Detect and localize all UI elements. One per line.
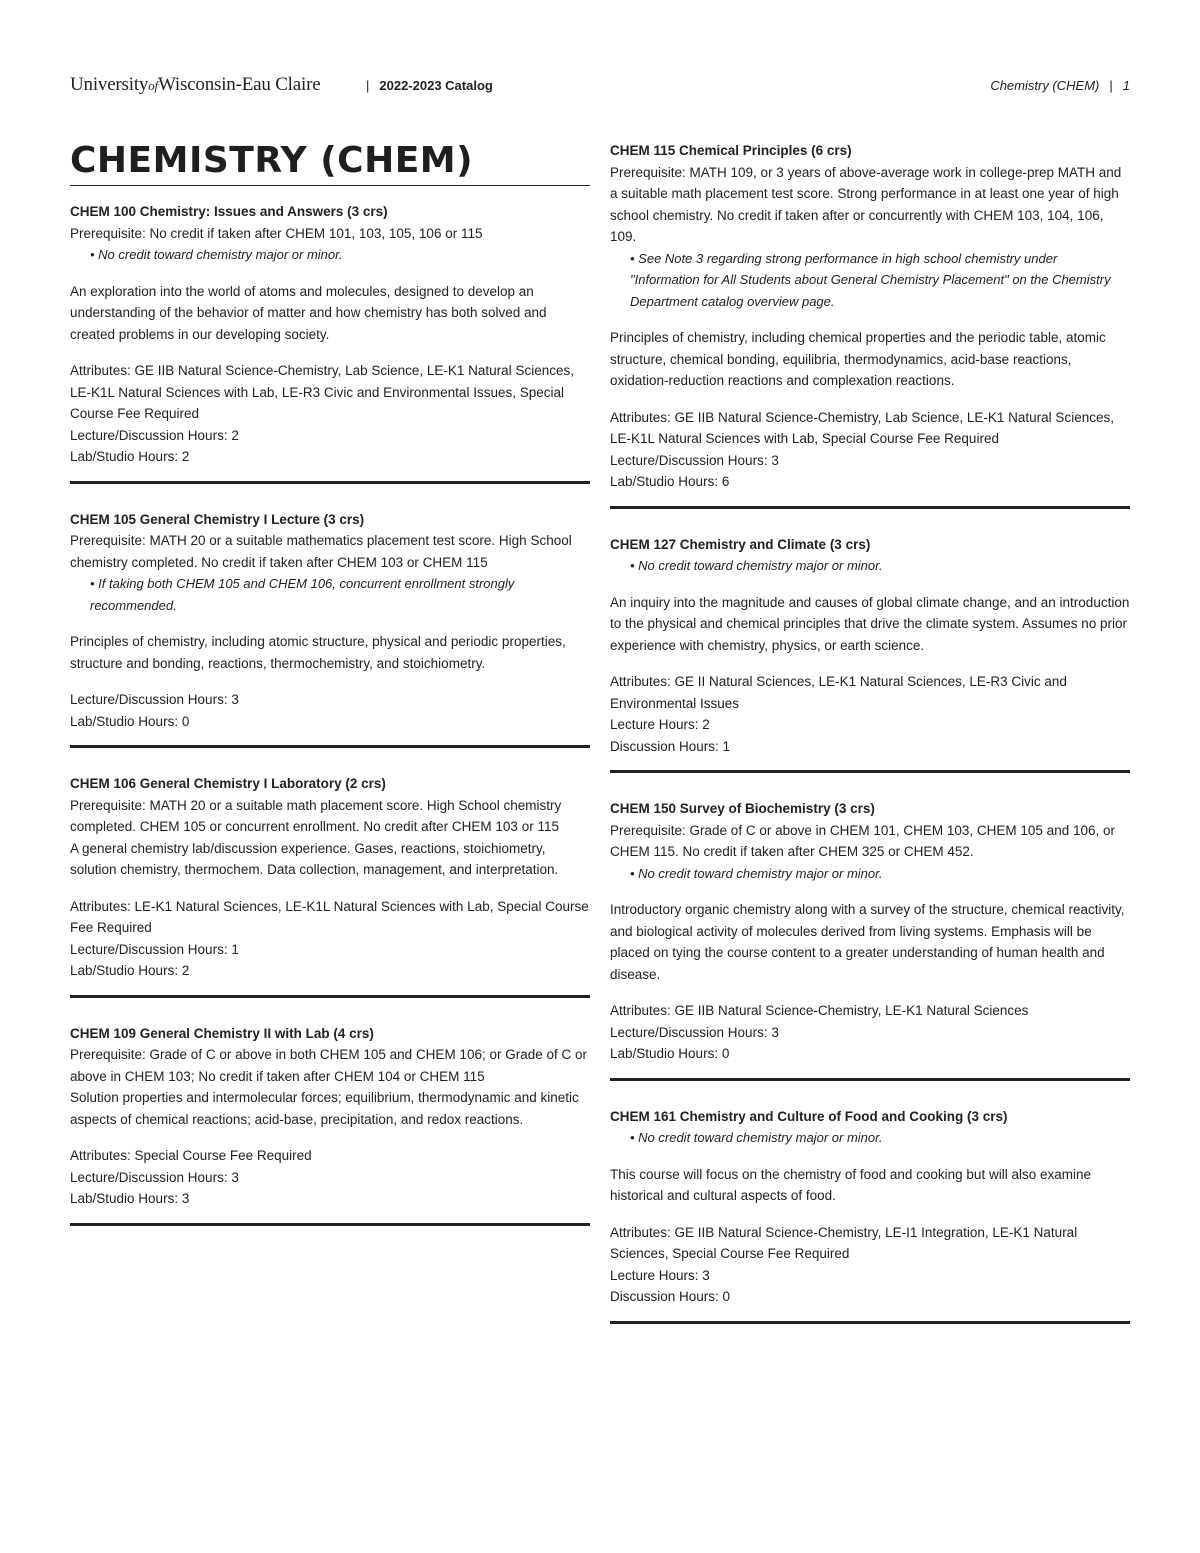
course-hours: Lab/Studio Hours: 2 — [70, 449, 190, 464]
course-note: • No credit toward chemistry major or minor. — [630, 558, 883, 573]
course-hours: Lecture/Discussion Hours: 1 — [70, 941, 239, 957]
course-title: CHEM 127 Chemistry and Climate (3 crs) — [610, 536, 871, 552]
course-hours: Lab/Studio Hours: 3 — [70, 1191, 190, 1206]
course-entry-chem-150 — [610, 798, 1130, 1081]
course-entry-chem-109 — [70, 1023, 590, 1226]
course-note: • No credit toward chemistry major or minor. — [90, 247, 343, 262]
course-prerequisite: Prerequisite: MATH 109, or 3 years of above-average work in college-prep MATH and a suitable math placement test score. Strong performance in at least one year of high school chemistry. No credit if taken after or concurrently with CHEM 103, 104, 106, 109. — [610, 164, 1122, 244]
course-prerequisite: Prerequisite: No credit if taken after CHEM 101, 103, 105, 106 or 115 — [70, 225, 483, 241]
catalog-label: | 2022-2023 Catalog — [366, 78, 493, 93]
course-attributes: Attributes: GE IIB Natural Science-Chemistry, LE-K1 Natural Sciences — [610, 1003, 1029, 1018]
course-description: An inquiry into the magnitude and causes of global climate change, and an introduction to the physical and chemical principles that drive the climate system. Assumes no prior experience with chemistry, physics, or earth science. — [610, 594, 1130, 653]
course-description: This course will focus on the chemistry of food and cooking but will also examine historical and cultural aspects of food. — [610, 1166, 1091, 1203]
course-attributes: Attributes: GE IIB Natural Science-Chemistry, LE-I1 Integration, LE-K1 Natural Sciences, Special Course Fee Required — [610, 1224, 1078, 1261]
right-column — [610, 140, 1130, 1349]
page-header — [70, 74, 1130, 98]
course-hours: Discussion Hours: 0 — [610, 1289, 731, 1304]
course-description: An exploration into the world of atoms and molecules, designed to develop an understanding of the behavior of matter and how chemistry has both solved and created problems in our developing society. — [70, 283, 547, 342]
course-attributes: Attributes: Special Course Fee Required — [70, 1148, 312, 1163]
course-title: CHEM 106 General Chemistry I Laboratory (2 crs) — [70, 776, 386, 791]
course-entry-chem-127 — [610, 534, 1130, 774]
course-title: CHEM 109 General Chemistry II with Lab (4 crs) — [70, 1025, 374, 1041]
course-description: Principles of chemistry, including chemical properties and the periodic table, atomic structure, chemical bonding, equilibria, thermodynamics, acid-base reactions, oxidation-reduction reactions and complexation reactions. — [610, 330, 1106, 388]
course-description: Principles of chemistry, including atomic structure, physical and periodic properties, structure and bonding, reactions, thermochemistry, and stoichiometry. — [70, 634, 566, 671]
course-hours: Lecture/Discussion Hours: 3 — [70, 692, 239, 707]
course-hours: Lab/Studio Hours: 6 — [610, 474, 730, 489]
course-description: Solution properties and intermolecular forces; equilibrium, thermodynamic and kinetic aspects of chemical reactions; acid-base, precipitation, and redox reactions. — [70, 1090, 579, 1127]
running-header: Chemistry (CHEM) | 1 — [990, 78, 1130, 93]
course-title: CHEM 105 General Chemistry I Lecture (3 crs) — [70, 511, 365, 527]
course-hours: Lecture/Discussion Hours: 3 — [610, 452, 779, 468]
course-prerequisite: Prerequisite: MATH 20 or a suitable math placement score. High School chemistry completed. CHEM 105 or concurrent enrollment. No credit after CHEM 103 or 115 — [70, 797, 562, 834]
course-hours: Lab/Studio Hours: 0 — [610, 1046, 730, 1061]
course-hours: Lecture Hours: 2 — [610, 717, 710, 732]
course-title: CHEM 150 Survey of Biochemistry (3 crs) — [610, 801, 875, 816]
course-attributes: Attributes: LE-K1 Natural Sciences, LE-K1L Natural Sciences with Lab, Special Course Fee Required — [70, 898, 589, 935]
course-prerequisite: Prerequisite: MATH 20 or a suitable mathematics placement test score. High School chemistry completed. No credit if taken after CHEM 103 or CHEM 115 — [70, 533, 572, 570]
course-hours: Lab/Studio Hours: 2 — [70, 963, 190, 978]
course-note: • If taking both CHEM 105 and CHEM 106, concurrent enrollment strongly recommended. — [90, 576, 515, 613]
course-hours: Lecture/Discussion Hours: 3 — [70, 1169, 239, 1185]
course-hours: Lab/Studio Hours: 0 — [70, 713, 190, 729]
course-title: CHEM 100 Chemistry: Issues and Answers (3 crs) — [70, 204, 388, 219]
course-prerequisite: Prerequisite: Grade of C or above in CHEM 101, CHEM 103, CHEM 105 and 106, or CHEM 115. No credit if taken after CHEM 325 or CHEM 452. — [610, 822, 1115, 859]
page-title: CHEMISTRY (CHEM) — [70, 140, 590, 186]
course-title: CHEM 161 Chemistry and Culture of Food and Cooking (3 crs) — [610, 1108, 1008, 1124]
left-column — [70, 140, 590, 1251]
course-note: • No credit toward chemistry major or minor. — [630, 1130, 883, 1145]
course-entry-chem-115 — [610, 140, 1130, 509]
course-note: • See Note 3 regarding strong performance in high school chemistry under "Information for All Students about General Chemistry Placement" on the Chemistry Department catalog overview page. — [630, 250, 1111, 309]
course-attributes: Attributes: GE IIB Natural Science-Chemistry, Lab Science, LE-K1 Natural Sciences, LE-K1L Natural Sciences with Lab, Special Course Fee Required — [610, 409, 1114, 446]
course-entry-chem-161 — [610, 1106, 1130, 1324]
course-entry-chem-106 — [70, 773, 590, 998]
course-hours: Lecture/Discussion Hours: 3 — [610, 1024, 779, 1040]
course-entry-chem-100 — [70, 201, 590, 484]
course-entry-chem-105 — [70, 509, 590, 749]
course-description: Introductory organic chemistry along with a survey of the structure, chemical reactivity, and biological activity of molecules derived from living systems. Emphasis will be placed on tying the course content to a greater understanding of human health and disease. — [610, 902, 1125, 982]
course-attributes: Attributes: GE IIB Natural Science-Chemistry, Lab Science, LE-K1 Natural Sciences, LE-K1L Natural Sciences with Lab, LE-R3 Civic and Environmental Issues, Special Course Fee Required — [70, 363, 574, 421]
course-hours: Lecture Hours: 3 — [610, 1267, 710, 1283]
course-hours: Discussion Hours: 1 — [610, 738, 731, 754]
course-title: CHEM 115 Chemical Principles (6 crs) — [610, 143, 852, 158]
course-description: A general chemistry lab/discussion experience. Gases, reactions, stoichiometry, solution chemistry, thermochem. Data collection, management, and interpretation. — [70, 840, 559, 877]
course-hours: Lecture/Discussion Hours: 2 — [70, 427, 239, 443]
university-logo: UniversityofWisconsin-Eau Claire — [70, 74, 321, 95]
page-number: 1 — [1122, 78, 1130, 93]
course-note: • No credit toward chemistry major or minor. — [630, 865, 883, 881]
course-attributes: Attributes: GE II Natural Sciences, LE-K1 Natural Sciences, LE-R3 Civic and Environmental Issues — [610, 674, 1067, 711]
course-prerequisite: Prerequisite: Grade of C or above in both CHEM 105 and CHEM 106; or Grade of C or above in CHEM 103; No credit if taken after CHEM 104 or CHEM 115 — [70, 1047, 588, 1084]
